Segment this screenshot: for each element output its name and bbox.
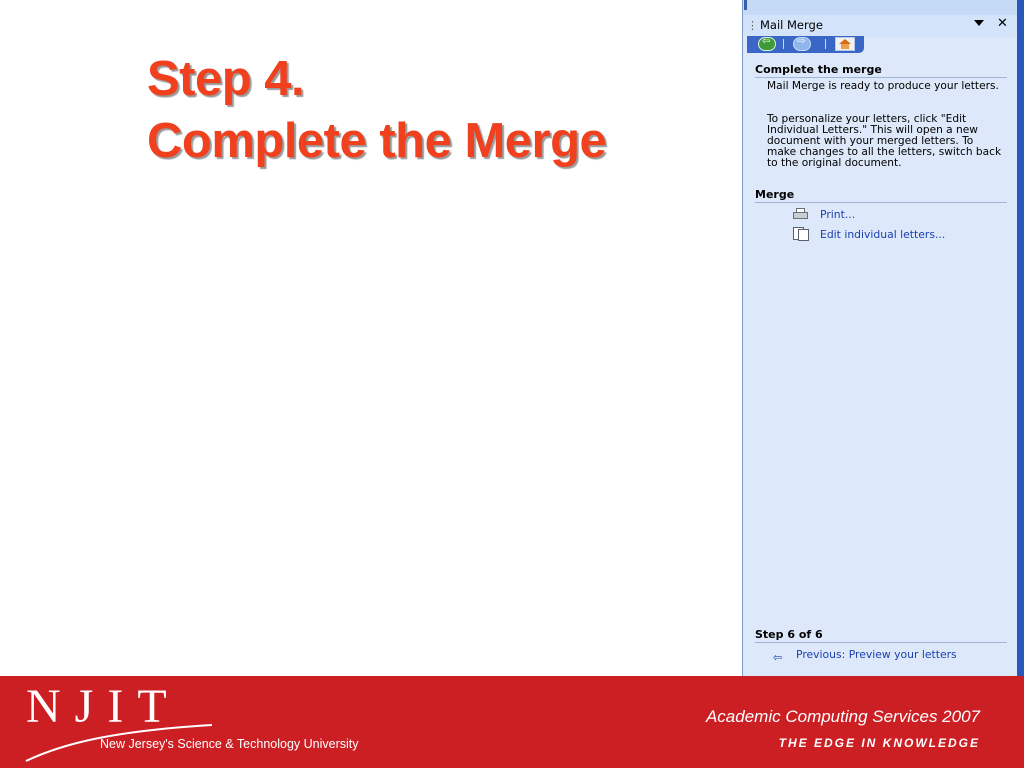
chevron-down-icon[interactable] [974, 20, 984, 26]
section-heading-complete-merge: Complete the merge [755, 63, 1007, 78]
forward-arrow-icon[interactable] [793, 37, 811, 51]
grip-handle[interactable] [744, 0, 747, 10]
edit-individual-letters-link[interactable]: Edit individual letters... [820, 228, 946, 241]
slide-title-line1: Step 4. [147, 52, 305, 106]
drag-handle-icon[interactable]: ⋮ [747, 19, 758, 32]
home-icon[interactable] [835, 37, 855, 51]
nav-separator [783, 39, 784, 49]
njit-logo: NJIT [26, 680, 181, 733]
step-indicator: Step 6 of 6 [755, 628, 1007, 643]
pane-header [743, 15, 1024, 37]
footer-slogan: THE EDGE IN KNOWLEDGE [778, 736, 980, 750]
pane-scroll-edge [1017, 0, 1024, 676]
printer-icon[interactable] [792, 208, 810, 222]
university-tagline: New Jersey's Science & Technology University [100, 737, 359, 751]
footer-banner [0, 676, 1024, 768]
ready-message: Mail Merge is ready to produce your letters. [767, 80, 999, 92]
previous-arrow-icon[interactable]: ⇦ [773, 651, 783, 664]
edit-letters-icon[interactable] [792, 227, 810, 241]
back-arrow-icon[interactable] [758, 37, 776, 51]
pane-top-strip [743, 0, 1024, 15]
mail-merge-task-pane [742, 0, 1024, 676]
pane-title: Mail Merge [760, 18, 823, 32]
section-heading-merge: Merge [755, 188, 1007, 203]
pane-navigation-bar [747, 36, 864, 53]
previous-step-link[interactable]: Previous: Preview your letters [796, 648, 957, 661]
slide-title-line2: Complete the Merge [147, 114, 607, 168]
close-icon[interactable]: ✕ [997, 16, 1008, 31]
print-link[interactable]: Print... [820, 208, 856, 221]
nav-separator [825, 39, 826, 49]
footer-credit: Academic Computing Services 2007 [705, 707, 980, 726]
personalize-instructions: To personalize your letters, click "Edit Individual Letters." This will open a new document with your merged letters. To make changes to all the letters, switch back to the original document. [767, 113, 1002, 169]
slide-title [147, 48, 606, 172]
